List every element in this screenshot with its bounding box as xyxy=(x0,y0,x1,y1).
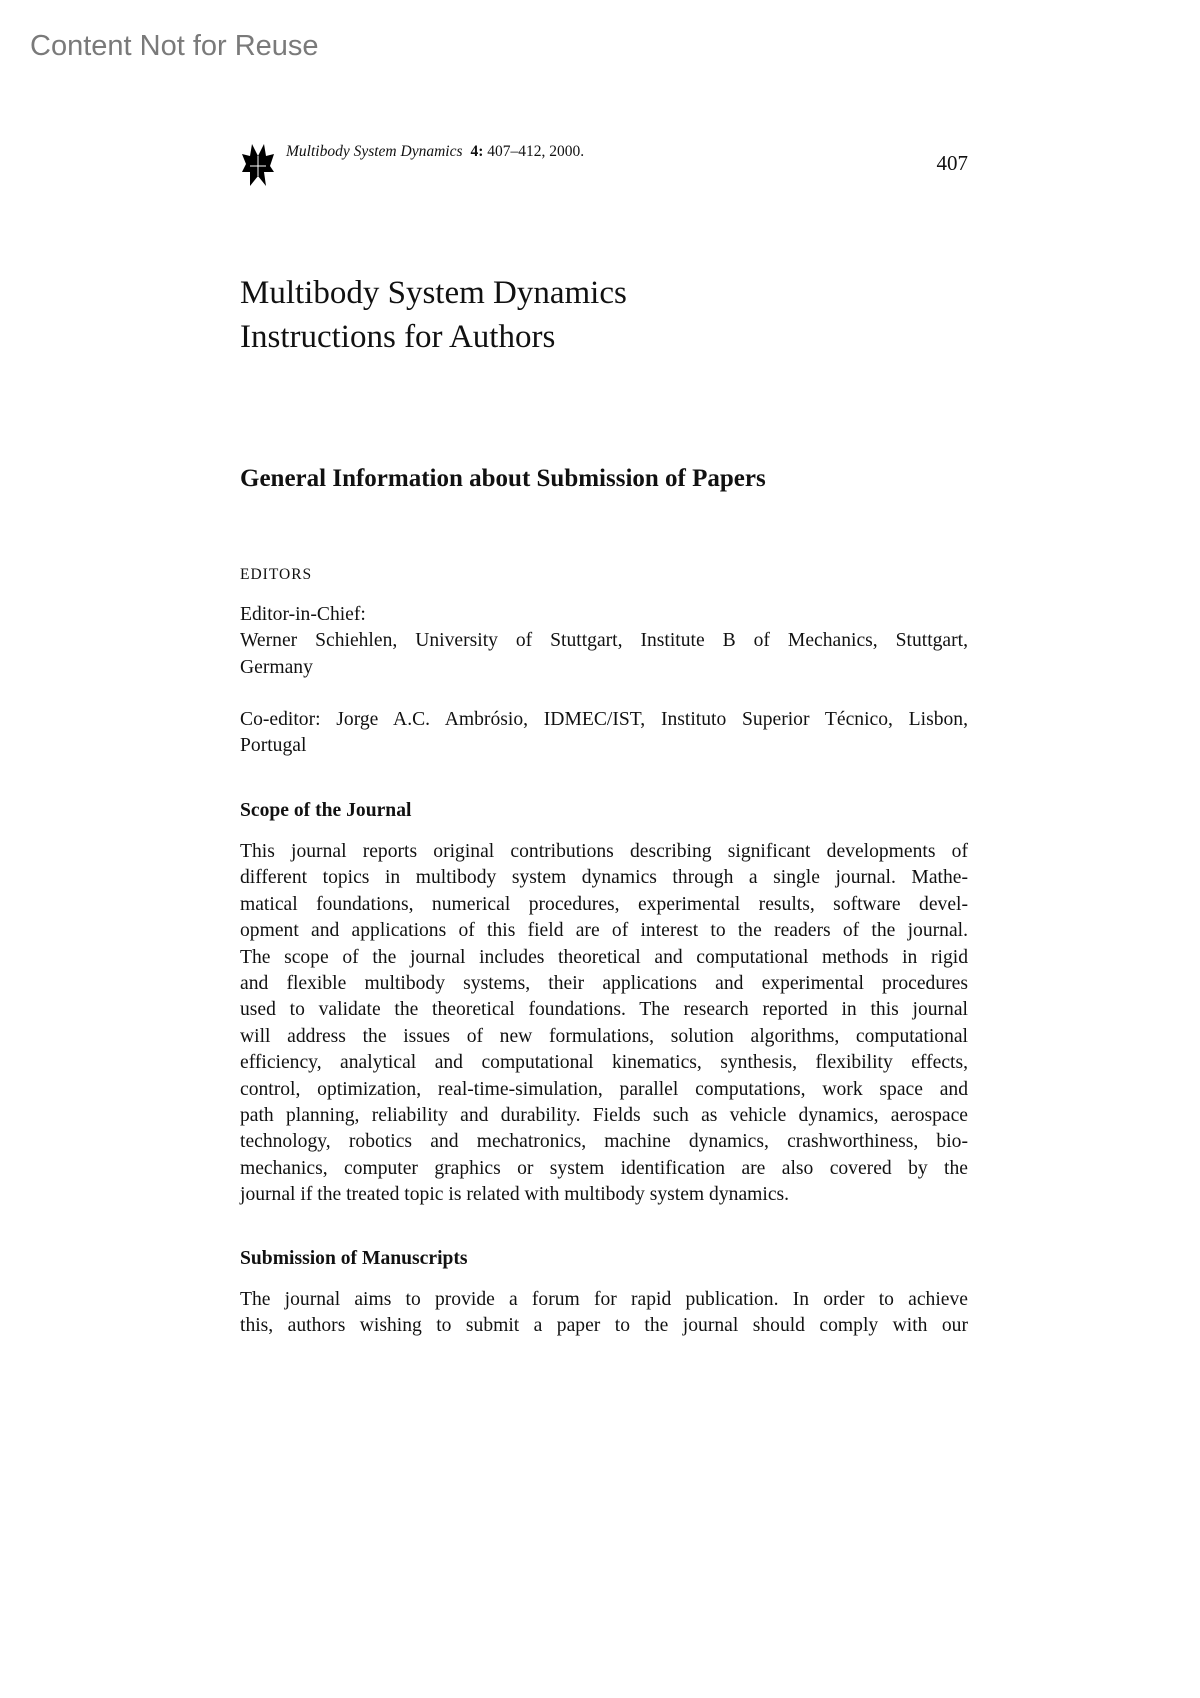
scope-heading: Scope of the Journal xyxy=(240,800,412,821)
text-line: path planning, reliability and durability. Fields such as vehicle dynamics, aerospace xyxy=(240,1105,968,1127)
text-line: The scope of the journal includes theoretical and computational methods in rigid xyxy=(240,946,968,968)
watermark-text: Content Not for Reuse xyxy=(30,30,319,62)
page-number: 407 xyxy=(936,151,968,175)
text-line: journal if the treated topic is related with multibody system dynamics. xyxy=(240,1184,790,1206)
text-line: opment and applications of this field are of interest to the readers of the journal. xyxy=(240,920,968,942)
text-line: different topics in multibody system dynamics through a single journal. Mathe- xyxy=(240,867,968,889)
scope-paragraph xyxy=(240,839,968,1209)
volume: 4: xyxy=(470,143,484,160)
text-line: this, authors wishing to submit a paper to the journal should comply with our xyxy=(240,1315,968,1337)
text-line: will address the issues of new formulations, solution algorithms, computational xyxy=(240,1025,968,1047)
document-title xyxy=(240,271,627,359)
text-line: efficiency, analytical and computational kinematics, synthesis, flexibility effects, xyxy=(240,1052,968,1074)
text-line: control, optimization, real-time-simulation, parallel computations, work space and xyxy=(240,1078,968,1100)
text-line: This journal reports original contributions describing significant developments of xyxy=(240,841,968,862)
section-heading: General Information about Submission of Papers xyxy=(240,465,766,492)
text-line: matical foundations, numerical procedures, experimental results, software devel- xyxy=(240,893,968,915)
coeditor-paragraph xyxy=(240,707,968,760)
text-line: The journal aims to provide a forum for rapid publication. In order to achieve xyxy=(240,1289,968,1310)
text-line: Co-editor: Jorge A.C. Ambrósio, IDMEC/IST, Instituto Superior Técnico, Lisbon, xyxy=(240,709,968,730)
submission-heading: Submission of Manuscripts xyxy=(240,1248,468,1269)
publisher-logo-icon xyxy=(240,142,276,186)
title-line: Instructions for Authors xyxy=(240,319,556,355)
editor-in-chief-paragraph xyxy=(240,602,968,681)
text-line: Werner Schiehlen, University of Stuttgart, Institute B of Mechanics, Stuttgart, xyxy=(240,630,968,652)
title-line: Multibody System Dynamics xyxy=(240,275,627,311)
text-line: Germany xyxy=(240,656,313,678)
text-line: used to validate the theoretical foundations. The research reported in this journal xyxy=(240,999,968,1021)
editors-label: EDITORS xyxy=(240,566,313,583)
text-line: Portugal xyxy=(240,735,307,757)
journal-name: Multibody System Dynamics xyxy=(286,143,463,160)
text-line: technology, robotics and mechatronics, machine dynamics, crashworthiness, bio- xyxy=(240,1131,968,1153)
pages-year: 407–412, 2000. xyxy=(487,143,585,160)
text-line: Editor-in-Chief: xyxy=(240,604,366,625)
text-line: mechanics, computer graphics or system identification are also covered by the xyxy=(240,1157,968,1179)
running-head xyxy=(286,143,584,161)
text-line: and flexible multibody systems, their applications and experimental procedures xyxy=(240,973,968,995)
submission-paragraph xyxy=(240,1287,968,1340)
